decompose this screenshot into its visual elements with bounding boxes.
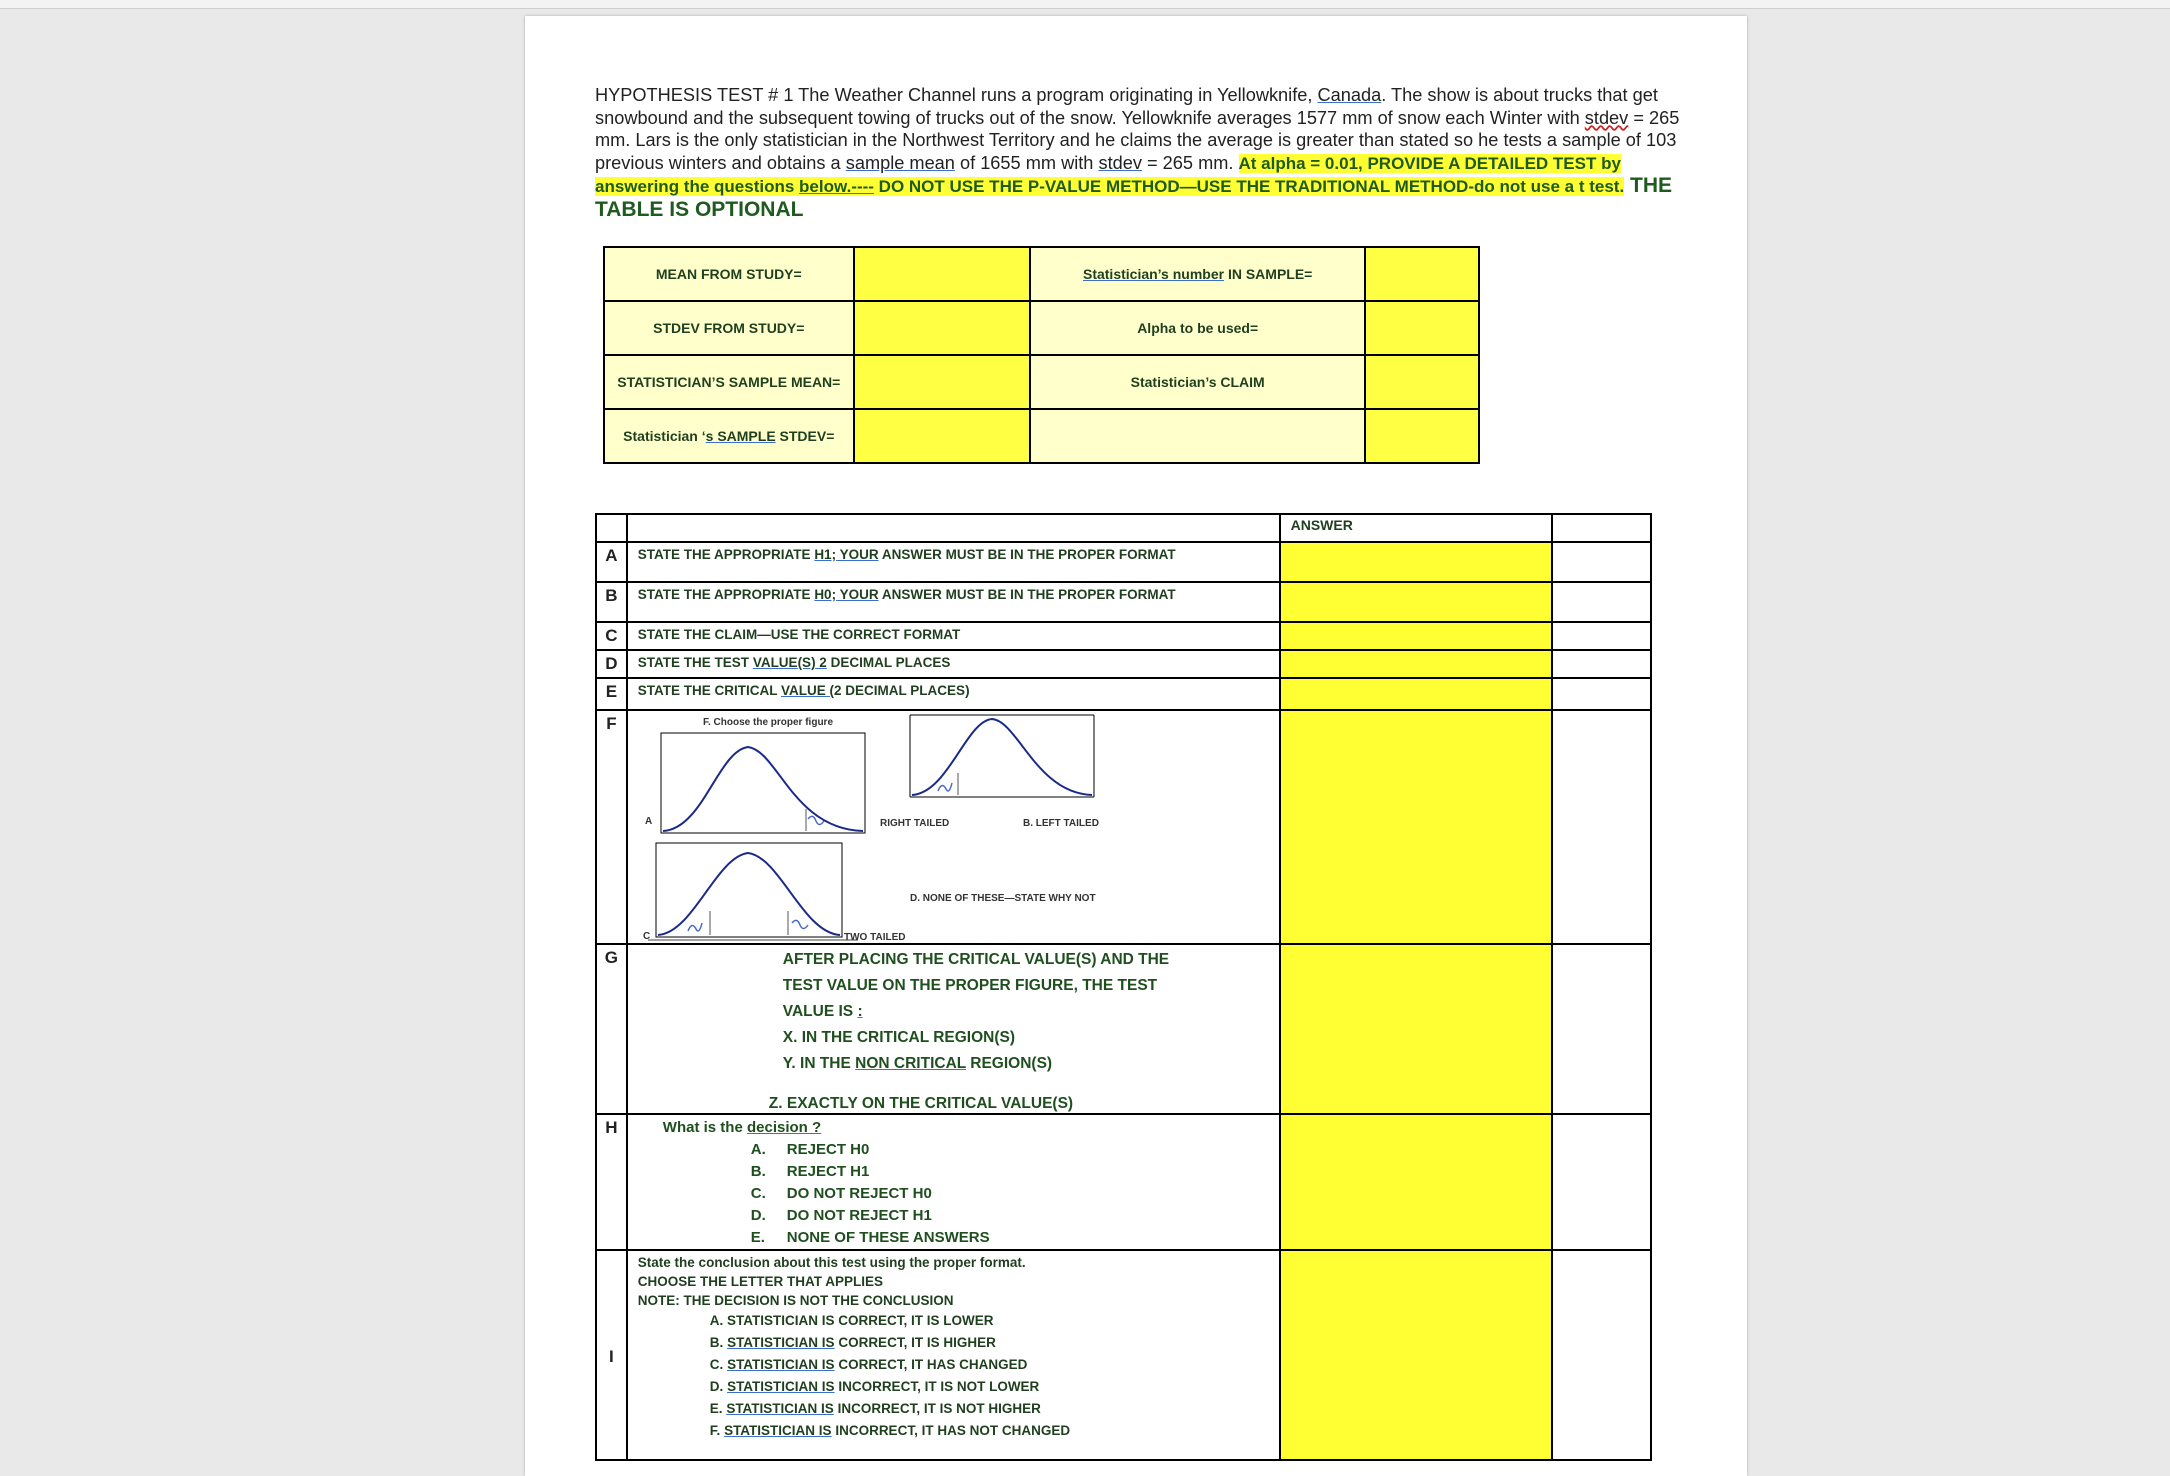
- info-table: [603, 246, 1480, 464]
- figure-a-right-tailed[interactable]: [645, 733, 865, 833]
- answer-d[interactable]: [1280, 650, 1553, 678]
- figure-c-two-tailed[interactable]: [643, 843, 842, 942]
- right-tailed-label: RIGHT TAILED: [879, 818, 950, 829]
- row-letter: F: [596, 710, 627, 944]
- extra-a: [1552, 542, 1651, 582]
- h-option: [751, 1161, 1279, 1183]
- g-part: VALUE IS: [782, 1003, 858, 1020]
- h-option-text: DO NOT REJECT H1: [786, 1207, 932, 1224]
- answer-a[interactable]: [1280, 542, 1553, 582]
- g-part: NON CRITICAL: [855, 1055, 966, 1072]
- question-f: [627, 710, 1280, 944]
- h-option-letter: B.: [750, 1163, 766, 1180]
- h-part: decision ?: [746, 1119, 822, 1136]
- row-letter: B: [596, 582, 627, 622]
- figure-c-label: C: [642, 931, 651, 942]
- two-tailed-label: TWO TAILED: [843, 932, 906, 943]
- g-option-z: Z. EXACTLY ON THE CRITICAL VALUE(S): [768, 1095, 1074, 1112]
- extra-e: [1552, 678, 1651, 710]
- g-part: REGION(S): [965, 1055, 1053, 1072]
- answer-h[interactable]: [1280, 1114, 1553, 1250]
- i-part: STATISTICIAN IS: [727, 1379, 835, 1394]
- h-option: [751, 1205, 1279, 1227]
- h-option-text: DO NOT REJECT H0: [786, 1185, 932, 1202]
- i-part: E.: [709, 1401, 727, 1416]
- question-d: [627, 650, 1280, 678]
- h-option: [751, 1227, 1279, 1249]
- answer-g[interactable]: [1280, 944, 1553, 1114]
- extra-b: [1552, 582, 1651, 622]
- extra-d: [1552, 650, 1651, 678]
- h-option-letter: D.: [750, 1207, 766, 1224]
- h-option-letter: C.: [750, 1185, 766, 1202]
- extra-i: [1552, 1250, 1651, 1460]
- h-option-letter: A.: [750, 1141, 766, 1158]
- empty-input-cell[interactable]: [1365, 409, 1479, 463]
- row-letter: I: [596, 1250, 627, 1460]
- extra-g: [1552, 944, 1651, 1114]
- mean-from-study-label: MEAN FROM STUDY=: [604, 247, 854, 301]
- h-options: [751, 1139, 1279, 1249]
- intro-text: = 265 mm. Lars is the only statistician in the Northwest Territory and he claims the average is greater than stated so he tests a sample of 103 previous winters and obtains a: [595, 107, 1680, 173]
- i-part: C.: [709, 1357, 728, 1372]
- q-text: H1; YOUR: [814, 547, 879, 562]
- h-option: [751, 1139, 1279, 1161]
- questions-table: [595, 513, 1652, 1461]
- highlighted-instruction: At alpha = 0.01, PROVIDE A DETAILED TEST by answering the questions: [595, 153, 1621, 197]
- intro-text: = 265 mm.: [1141, 152, 1239, 173]
- i-option-d: [710, 1376, 1279, 1398]
- answer-e[interactable]: [1280, 678, 1553, 710]
- none-of-these-label: D. NONE OF THESE—STATE WHY NOT: [909, 893, 1096, 904]
- g-line: [783, 999, 1279, 1025]
- alpha-input[interactable]: [1365, 301, 1479, 355]
- sample-stdev-label: [604, 409, 854, 463]
- answer-f[interactable]: [1280, 710, 1553, 944]
- label-part: Statistician’s number: [1082, 266, 1225, 282]
- answer-i[interactable]: [1280, 1250, 1553, 1460]
- header-question-cell: [627, 514, 1280, 542]
- highlighted-instruction: DO NOT USE THE P-VALUE METHOD—USE THE TRADITIONAL METHOD-do not use a t test.: [873, 177, 1625, 197]
- question-h: [627, 1114, 1280, 1250]
- i-part: STATISTICIAN IS: [726, 1401, 834, 1416]
- figure-title: F. Choose the proper figure: [702, 717, 833, 728]
- extra-c: [1552, 622, 1651, 650]
- i-part: CORRECT, IT HAS CHANGED: [834, 1357, 1028, 1372]
- number-in-sample-input[interactable]: [1365, 247, 1479, 301]
- intro-text: of 1655 mm with: [954, 152, 1099, 173]
- top-toolbar-edge: [0, 0, 2170, 9]
- intro-text: stdev: [1098, 152, 1142, 173]
- intro-text: Canada: [1317, 85, 1382, 105]
- i-part: CORRECT, IT IS HIGHER: [834, 1335, 996, 1350]
- q-text: ANSWER MUST BE IN THE PROPER FORMAT: [878, 587, 1176, 602]
- q-text: VALUE(S) 2: [752, 655, 827, 670]
- h-option-text: REJECT H1: [786, 1163, 870, 1180]
- question-c: STATE THE CLAIM—USE THE CORRECT FORMAT: [627, 622, 1280, 650]
- stdev-from-study-input[interactable]: [854, 301, 1030, 355]
- i-part: STATISTICIAN IS: [727, 1357, 835, 1372]
- row-letter: H: [596, 1114, 627, 1250]
- label-part: s SAMPLE: [705, 428, 776, 444]
- sample-stdev-input[interactable]: [854, 409, 1030, 463]
- i-part: STATISTICIAN IS: [724, 1423, 832, 1438]
- i-line: NOTE: THE DECISION IS NOT THE CONCLUSION: [637, 1293, 954, 1308]
- question-a: [627, 542, 1280, 582]
- i-line: CHOOSE THE LETTER THAT APPLIES: [637, 1274, 884, 1289]
- i-part: INCORRECT, IT IS NOT LOWER: [834, 1379, 1040, 1394]
- row-letter: E: [596, 678, 627, 710]
- i-option-f: [710, 1420, 1279, 1442]
- table-optional-note: THE TABLE IS OPTIONAL: [595, 174, 1673, 221]
- i-part: STATISTICIAN IS: [727, 1335, 835, 1350]
- question-g: [627, 944, 1280, 1114]
- h-question: [663, 1117, 1279, 1139]
- row-letter: C: [596, 622, 627, 650]
- q-text: STATE THE TEST: [637, 655, 753, 670]
- sample-mean-label: STATISTICIAN’S SAMPLE MEAN=: [604, 355, 854, 409]
- g-line: TEST VALUE ON THE PROPER FIGURE, THE TEST: [782, 977, 1158, 994]
- i-option-c: [710, 1354, 1279, 1376]
- h-option: [751, 1183, 1279, 1205]
- intro-text: sample mean: [845, 152, 955, 173]
- row-letter: A: [596, 542, 627, 582]
- extra-f: [1552, 710, 1651, 944]
- alpha-label: Alpha to be used=: [1030, 301, 1365, 355]
- g-option-x: X. IN THE CRITICAL REGION(S): [782, 1029, 1016, 1046]
- problem-statement: [595, 84, 1695, 222]
- h-part: What is the: [662, 1119, 747, 1136]
- question-i: [627, 1250, 1280, 1460]
- intro-text: stdev: [1584, 107, 1629, 128]
- label-part: STDEV=: [775, 428, 835, 444]
- header-extra-cell: [1552, 514, 1651, 542]
- question-b: [627, 582, 1280, 622]
- document-page: [525, 16, 1747, 1476]
- q-text: STATE THE APPROPRIATE: [637, 587, 815, 602]
- extra-h: [1552, 1114, 1651, 1250]
- q-text: STATE THE APPROPRIATE: [637, 547, 815, 562]
- i-part: INCORRECT, IT HAS NOT CHANGED: [831, 1423, 1071, 1438]
- i-part: INCORRECT, IT IS NOT HIGHER: [833, 1401, 1041, 1416]
- highlighted-instruction: below.----: [799, 177, 874, 197]
- sample-mean-input[interactable]: [854, 355, 1030, 409]
- claim-input[interactable]: [1365, 355, 1479, 409]
- answer-b[interactable]: [1280, 582, 1553, 622]
- figure-b-left-tailed[interactable]: [910, 715, 1094, 797]
- i-part: F.: [709, 1423, 725, 1438]
- figure-a-label: A: [644, 816, 653, 827]
- g-part: Y. IN THE: [782, 1055, 856, 1072]
- i-part: D.: [709, 1379, 728, 1394]
- row-letter: D: [596, 650, 627, 678]
- g-line: AFTER PLACING THE CRITICAL VALUE(S) AND THE: [782, 951, 1170, 968]
- q-text: 2 DECIMAL PLACES): [834, 683, 970, 698]
- left-tailed-label: B. LEFT TAILED: [1022, 818, 1099, 829]
- h-option-letter: E.: [750, 1229, 765, 1246]
- label-part: IN SAMPLE=: [1224, 266, 1313, 282]
- question-e: [627, 678, 1280, 710]
- empty-label-cell: [1030, 409, 1365, 463]
- row-letter: G: [596, 944, 627, 1114]
- h-option-text: REJECT H0: [786, 1141, 870, 1158]
- claim-label: Statistician’s CLAIM: [1030, 355, 1365, 409]
- h-option-text: NONE OF THESE ANSWERS: [786, 1229, 990, 1246]
- mean-from-study-input[interactable]: [854, 247, 1030, 301]
- intro-text: . The show is about trucks that get snowbound and the subsequent towing of trucks out of the snow. Yellowknife averages 1577 mm of snow each Winter with: [595, 85, 1658, 128]
- label-part: Statistician ‘: [623, 428, 706, 444]
- i-part: B.: [709, 1335, 728, 1350]
- q-text: ANSWER MUST BE IN THE PROPER FORMAT: [878, 547, 1176, 562]
- g-option-y: [783, 1051, 1279, 1077]
- q-text: H0; YOUR: [814, 587, 879, 602]
- q-text: VALUE (: [781, 683, 835, 698]
- i-option-b: [710, 1332, 1279, 1354]
- answer-header: ANSWER: [1280, 514, 1553, 542]
- intro-text: HYPOTHESIS TEST # 1 The Weather Channel runs a program originating in Yellowknife,: [595, 85, 1318, 105]
- i-line: State the conclusion about this test using the proper format.: [637, 1255, 1026, 1270]
- i-option-e: [710, 1398, 1279, 1420]
- g-part: :: [857, 1003, 863, 1020]
- stdev-from-study-label: STDEV FROM STUDY=: [604, 301, 854, 355]
- i-option-a: A. STATISTICIAN IS CORRECT, IT IS LOWER: [709, 1313, 994, 1328]
- q-text: DECIMAL PLACES: [826, 655, 951, 670]
- q-text: STATE THE CRITICAL: [637, 683, 782, 698]
- answer-c[interactable]: [1280, 622, 1553, 650]
- header-letter-cell: [596, 514, 627, 542]
- figure-choices: [628, 711, 1168, 943]
- number-in-sample-label: [1030, 247, 1365, 301]
